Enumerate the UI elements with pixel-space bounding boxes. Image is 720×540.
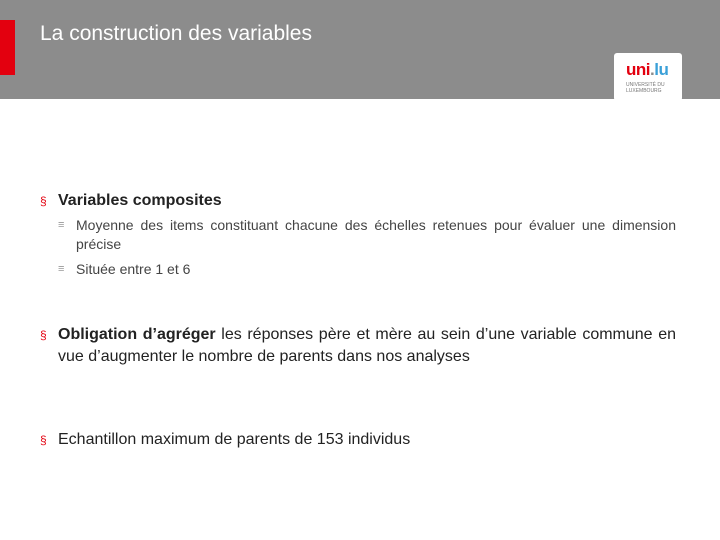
university-logo xyxy=(614,53,682,101)
logo-wordmark: uni.lu xyxy=(626,60,669,79)
bullet-rest-text: les réponses père et mère au sein d’une variable commune en vue d’augmenter le nombre de parents dans nos analyses xyxy=(58,326,676,365)
bullet-bold-text: Obligation d’agréger xyxy=(58,326,216,343)
sub-bullet-marker-icon: ≡ xyxy=(58,263,65,275)
logo-subtitle: UNIVERSITÉ DU LUXEMBOURG xyxy=(626,82,665,94)
header-accent-bar xyxy=(0,20,15,75)
sub-bullet-text: Située entre 1 et 6 xyxy=(76,261,191,277)
bullet-title: Variables composites xyxy=(58,192,222,209)
bullet-text: Echantillon maximum de parents de 153 individus xyxy=(58,431,411,448)
bullet-marker-icon: § xyxy=(40,433,47,447)
bullet-marker-icon: § xyxy=(40,194,47,208)
bullet-marker-icon: § xyxy=(40,328,47,342)
slide-title: La construction des variables xyxy=(40,22,312,45)
slide-header xyxy=(0,0,720,99)
sub-bullet-marker-icon: ≡ xyxy=(58,219,65,231)
bullet-text xyxy=(58,324,676,368)
sub-bullet-text: Moyenne des items constituant chacune des échelles retenues pour évaluer une dimension précise xyxy=(76,217,676,252)
